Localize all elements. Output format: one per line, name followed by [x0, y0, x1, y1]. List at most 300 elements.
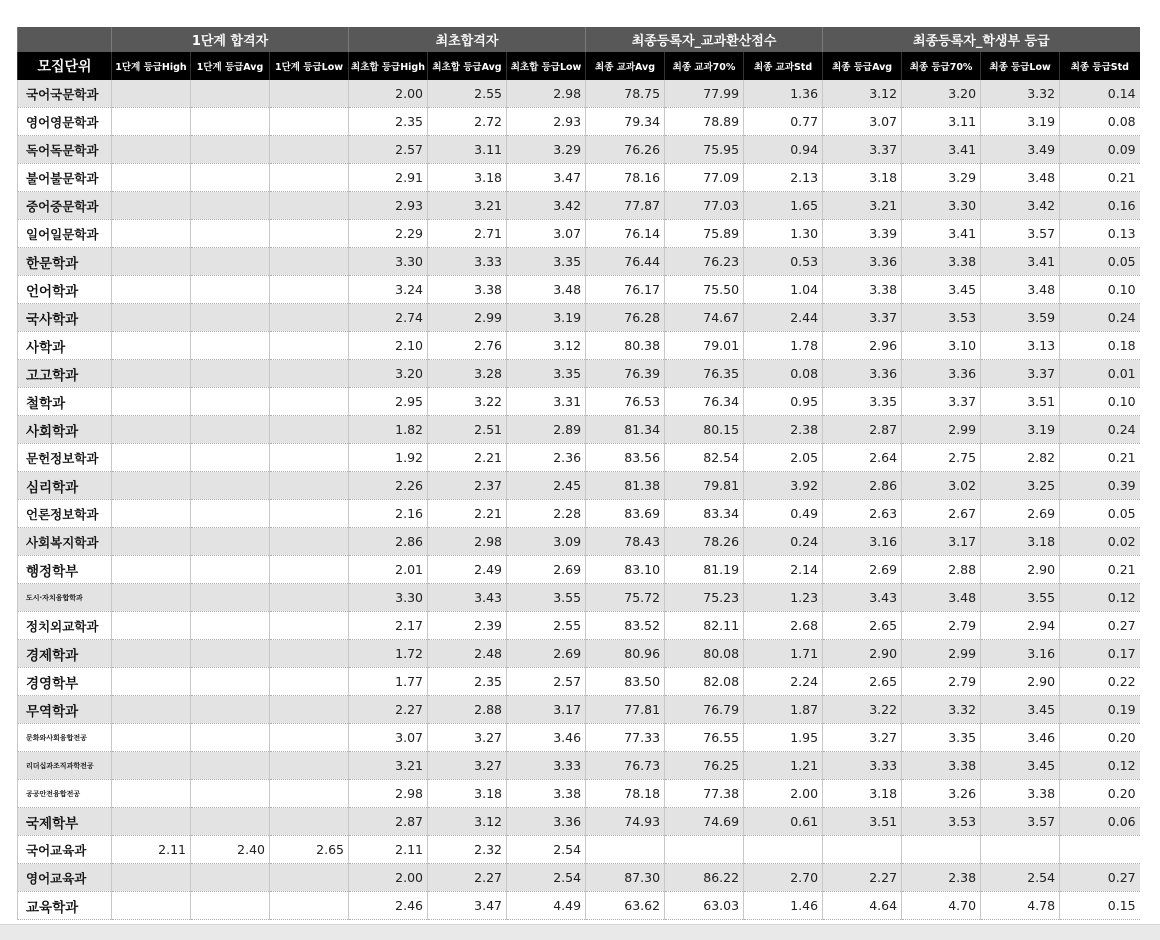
value-cell[interactable]	[191, 332, 270, 360]
value-cell[interactable]: 2.27	[823, 864, 902, 892]
value-cell[interactable]: 3.33	[823, 752, 902, 780]
unit-name-cell[interactable]: 행정학부	[18, 556, 112, 584]
value-cell[interactable]: 1.46	[744, 892, 823, 920]
value-cell[interactable]: 0.16	[1060, 192, 1140, 220]
value-cell[interactable]	[270, 640, 349, 668]
value-cell[interactable]	[270, 416, 349, 444]
value-cell[interactable]: 0.24	[1060, 304, 1140, 332]
value-cell[interactable]: 77.38	[665, 780, 744, 808]
value-cell[interactable]: 2.57	[349, 136, 428, 164]
value-cell[interactable]	[270, 500, 349, 528]
value-cell[interactable]: 1.92	[349, 444, 428, 472]
value-cell[interactable]: 75.95	[665, 136, 744, 164]
value-cell[interactable]: 81.38	[586, 472, 665, 500]
value-cell[interactable]: 75.50	[665, 276, 744, 304]
value-cell[interactable]	[191, 640, 270, 668]
value-cell[interactable]: 2.46	[349, 892, 428, 920]
value-cell[interactable]: 2.24	[744, 668, 823, 696]
value-cell[interactable]	[270, 472, 349, 500]
value-cell[interactable]: 3.43	[823, 584, 902, 612]
value-cell[interactable]	[270, 304, 349, 332]
value-cell[interactable]	[112, 220, 191, 248]
value-cell[interactable]: 2.13	[744, 164, 823, 192]
unit-name-cell[interactable]: 국어교육과	[18, 836, 112, 864]
value-cell[interactable]	[191, 724, 270, 752]
value-cell[interactable]	[586, 836, 665, 864]
value-cell[interactable]	[191, 892, 270, 920]
value-cell[interactable]: 2.69	[981, 500, 1060, 528]
value-cell[interactable]: 3.53	[902, 304, 981, 332]
unit-name-cell[interactable]: 문헌정보학과	[18, 444, 112, 472]
value-cell[interactable]	[744, 836, 823, 864]
value-cell[interactable]: 3.27	[428, 724, 507, 752]
value-cell[interactable]: 3.35	[823, 388, 902, 416]
unit-name-cell[interactable]: 국사학과	[18, 304, 112, 332]
value-cell[interactable]: 78.43	[586, 528, 665, 556]
value-cell[interactable]	[270, 108, 349, 136]
value-cell[interactable]: 80.96	[586, 640, 665, 668]
value-cell[interactable]	[270, 752, 349, 780]
value-cell[interactable]	[112, 136, 191, 164]
value-cell[interactable]: 82.54	[665, 444, 744, 472]
value-cell[interactable]	[112, 360, 191, 388]
unit-name-cell[interactable]: 철학과	[18, 388, 112, 416]
value-cell[interactable]	[112, 892, 191, 920]
value-cell[interactable]: 2.90	[981, 556, 1060, 584]
value-cell[interactable]: 0.09	[1060, 136, 1140, 164]
value-cell[interactable]: 2.27	[428, 864, 507, 892]
value-cell[interactable]: 1.95	[744, 724, 823, 752]
unit-name-cell[interactable]: 공공안전융합전공	[18, 780, 112, 808]
value-cell[interactable]: 2.26	[349, 472, 428, 500]
unit-name-cell[interactable]: 영어영문학과	[18, 108, 112, 136]
value-cell[interactable]: 0.15	[1060, 892, 1140, 920]
value-cell[interactable]: 2.00	[744, 780, 823, 808]
value-cell[interactable]: 0.39	[1060, 472, 1140, 500]
value-cell[interactable]: 2.21	[428, 444, 507, 472]
unit-name-cell[interactable]: 경영학부	[18, 668, 112, 696]
value-cell[interactable]: 1.77	[349, 668, 428, 696]
value-cell[interactable]: 3.16	[823, 528, 902, 556]
value-cell[interactable]: 3.18	[428, 164, 507, 192]
value-cell[interactable]: 0.21	[1060, 556, 1140, 584]
value-cell[interactable]: 76.55	[665, 724, 744, 752]
value-cell[interactable]	[191, 248, 270, 276]
value-cell[interactable]: 2.75	[902, 444, 981, 472]
value-cell[interactable]: 3.30	[349, 584, 428, 612]
value-cell[interactable]: 2.54	[507, 864, 586, 892]
value-cell[interactable]: 2.27	[349, 696, 428, 724]
value-cell[interactable]: 2.70	[744, 864, 823, 892]
value-cell[interactable]: 2.69	[823, 556, 902, 584]
value-cell[interactable]	[191, 444, 270, 472]
value-cell[interactable]	[112, 864, 191, 892]
value-cell[interactable]: 3.36	[823, 360, 902, 388]
value-cell[interactable]: 2.28	[507, 500, 586, 528]
value-cell[interactable]: 0.49	[744, 500, 823, 528]
value-cell[interactable]: 2.86	[823, 472, 902, 500]
value-cell[interactable]: 0.94	[744, 136, 823, 164]
value-cell[interactable]	[270, 444, 349, 472]
value-cell[interactable]: 2.86	[349, 528, 428, 556]
value-cell[interactable]: 3.38	[902, 752, 981, 780]
value-cell[interactable]: 3.36	[902, 360, 981, 388]
value-cell[interactable]: 0.77	[744, 108, 823, 136]
value-cell[interactable]: 77.87	[586, 192, 665, 220]
value-cell[interactable]: 0.12	[1060, 752, 1140, 780]
value-cell[interactable]: 3.13	[981, 332, 1060, 360]
value-cell[interactable]: 78.26	[665, 528, 744, 556]
value-cell[interactable]: 3.57	[981, 220, 1060, 248]
value-cell[interactable]: 3.27	[823, 724, 902, 752]
unit-name-cell[interactable]: 고고학과	[18, 360, 112, 388]
value-cell[interactable]: 2.35	[428, 668, 507, 696]
value-cell[interactable]: 76.23	[665, 248, 744, 276]
value-cell[interactable]: 3.19	[507, 304, 586, 332]
value-cell[interactable]: 0.06	[1060, 808, 1140, 836]
value-cell[interactable]: 3.41	[902, 136, 981, 164]
value-cell[interactable]	[112, 108, 191, 136]
value-cell[interactable]: 1.04	[744, 276, 823, 304]
value-cell[interactable]	[112, 528, 191, 556]
value-cell[interactable]: 3.33	[507, 752, 586, 780]
value-cell[interactable]: 3.29	[507, 136, 586, 164]
value-cell[interactable]: 2.87	[349, 808, 428, 836]
value-cell[interactable]: 76.25	[665, 752, 744, 780]
unit-name-cell[interactable]: 무역학과	[18, 696, 112, 724]
value-cell[interactable]: 3.55	[981, 584, 1060, 612]
value-cell[interactable]: 2.96	[823, 332, 902, 360]
value-cell[interactable]	[191, 416, 270, 444]
value-cell[interactable]: 3.07	[349, 724, 428, 752]
value-cell[interactable]: 76.53	[586, 388, 665, 416]
value-cell[interactable]: 0.61	[744, 808, 823, 836]
value-cell[interactable]	[270, 556, 349, 584]
value-cell[interactable]	[270, 696, 349, 724]
value-cell[interactable]	[270, 892, 349, 920]
value-cell[interactable]: 79.34	[586, 108, 665, 136]
value-cell[interactable]: 2.65	[823, 612, 902, 640]
unit-name-cell[interactable]: 도시·자치융합학과	[18, 584, 112, 612]
value-cell[interactable]: 0.13	[1060, 220, 1140, 248]
unit-name-cell[interactable]: 독어독문학과	[18, 136, 112, 164]
value-cell[interactable]: 77.03	[665, 192, 744, 220]
value-cell[interactable]: 3.39	[823, 220, 902, 248]
value-cell[interactable]: 83.10	[586, 556, 665, 584]
unit-name-cell[interactable]: 언어학과	[18, 276, 112, 304]
value-cell[interactable]: 76.34	[665, 388, 744, 416]
value-cell[interactable]	[112, 500, 191, 528]
value-cell[interactable]: 1.71	[744, 640, 823, 668]
value-cell[interactable]: 2.38	[902, 864, 981, 892]
value-cell[interactable]	[191, 584, 270, 612]
value-cell[interactable]: 75.72	[586, 584, 665, 612]
unit-name-cell[interactable]: 국제학부	[18, 808, 112, 836]
value-cell[interactable]: 2.45	[507, 472, 586, 500]
value-cell[interactable]	[191, 80, 270, 108]
value-cell[interactable]: 87.30	[586, 864, 665, 892]
value-cell[interactable]: 3.12	[428, 808, 507, 836]
value-cell[interactable]	[270, 388, 349, 416]
value-cell[interactable]: 0.53	[744, 248, 823, 276]
unit-name-cell[interactable]: 사회학과	[18, 416, 112, 444]
value-cell[interactable]	[112, 304, 191, 332]
value-cell[interactable]	[270, 864, 349, 892]
value-cell[interactable]: 83.34	[665, 500, 744, 528]
value-cell[interactable]: 2.91	[349, 164, 428, 192]
value-cell[interactable]: 0.21	[1060, 164, 1140, 192]
value-cell[interactable]: 81.19	[665, 556, 744, 584]
value-cell[interactable]: 2.37	[428, 472, 507, 500]
value-cell[interactable]	[191, 304, 270, 332]
value-cell[interactable]: 2.94	[981, 612, 1060, 640]
value-cell[interactable]: 3.49	[981, 136, 1060, 164]
value-cell[interactable]: 2.98	[349, 780, 428, 808]
value-cell[interactable]: 3.41	[981, 248, 1060, 276]
value-cell[interactable]: 2.99	[428, 304, 507, 332]
value-cell[interactable]: 3.30	[902, 192, 981, 220]
value-cell[interactable]: 79.81	[665, 472, 744, 500]
value-cell[interactable]: 2.99	[902, 416, 981, 444]
value-cell[interactable]: 2.54	[981, 864, 1060, 892]
unit-name-cell[interactable]: 국어국문학과	[18, 80, 112, 108]
value-cell[interactable]: 0.20	[1060, 780, 1140, 808]
unit-name-cell[interactable]: 정치외교학과	[18, 612, 112, 640]
unit-name-cell[interactable]: 불어불문학과	[18, 164, 112, 192]
unit-name-cell[interactable]: 일어일문학과	[18, 220, 112, 248]
value-cell[interactable]: 2.98	[507, 80, 586, 108]
value-cell[interactable]: 3.59	[981, 304, 1060, 332]
value-cell[interactable]: 74.93	[586, 808, 665, 836]
value-cell[interactable]: 3.35	[507, 360, 586, 388]
value-cell[interactable]: 3.22	[823, 696, 902, 724]
value-cell[interactable]: 3.17	[902, 528, 981, 556]
value-cell[interactable]: 1.36	[744, 80, 823, 108]
value-cell[interactable]	[270, 248, 349, 276]
value-cell[interactable]: 2.21	[428, 500, 507, 528]
value-cell[interactable]	[270, 808, 349, 836]
value-cell[interactable]: 3.33	[428, 248, 507, 276]
value-cell[interactable]	[191, 276, 270, 304]
value-cell[interactable]: 4.78	[981, 892, 1060, 920]
value-cell[interactable]: 2.88	[428, 696, 507, 724]
value-cell[interactable]: 74.67	[665, 304, 744, 332]
value-cell[interactable]	[191, 192, 270, 220]
value-cell[interactable]: 0.12	[1060, 584, 1140, 612]
value-cell[interactable]: 2.51	[428, 416, 507, 444]
value-cell[interactable]	[112, 416, 191, 444]
value-cell[interactable]: 82.11	[665, 612, 744, 640]
value-cell[interactable]: 2.55	[507, 612, 586, 640]
value-cell[interactable]: 3.48	[981, 164, 1060, 192]
value-cell[interactable]: 0.20	[1060, 724, 1140, 752]
value-cell[interactable]: 3.36	[507, 808, 586, 836]
value-cell[interactable]: 0.95	[744, 388, 823, 416]
value-cell[interactable]: 0.05	[1060, 500, 1140, 528]
value-cell[interactable]	[112, 724, 191, 752]
value-cell[interactable]: 1.23	[744, 584, 823, 612]
value-cell[interactable]: 0.14	[1060, 80, 1140, 108]
unit-name-cell[interactable]: 한문학과	[18, 248, 112, 276]
value-cell[interactable]: 2.00	[349, 864, 428, 892]
value-cell[interactable]: 78.16	[586, 164, 665, 192]
value-cell[interactable]: 3.21	[823, 192, 902, 220]
value-cell[interactable]	[191, 780, 270, 808]
value-cell[interactable]: 0.27	[1060, 612, 1140, 640]
value-cell[interactable]: 3.38	[823, 276, 902, 304]
value-cell[interactable]: 3.20	[349, 360, 428, 388]
value-cell[interactable]: 2.64	[823, 444, 902, 472]
value-cell[interactable]: 3.38	[428, 276, 507, 304]
value-cell[interactable]: 0.10	[1060, 388, 1140, 416]
value-cell[interactable]: 3.26	[902, 780, 981, 808]
value-cell[interactable]: 1.78	[744, 332, 823, 360]
value-cell[interactable]	[112, 192, 191, 220]
value-cell[interactable]: 2.05	[744, 444, 823, 472]
value-cell[interactable]: 0.18	[1060, 332, 1140, 360]
value-cell[interactable]: 3.45	[981, 696, 1060, 724]
value-cell[interactable]: 3.47	[428, 892, 507, 920]
value-cell[interactable]: 1.87	[744, 696, 823, 724]
value-cell[interactable]	[270, 332, 349, 360]
value-cell[interactable]	[270, 668, 349, 696]
value-cell[interactable]: 0.01	[1060, 360, 1140, 388]
value-cell[interactable]	[823, 836, 902, 864]
value-cell[interactable]	[112, 472, 191, 500]
value-cell[interactable]: 74.69	[665, 808, 744, 836]
value-cell[interactable]	[270, 80, 349, 108]
value-cell[interactable]: 2.68	[744, 612, 823, 640]
value-cell[interactable]	[191, 752, 270, 780]
value-cell[interactable]: 2.39	[428, 612, 507, 640]
value-cell[interactable]	[112, 444, 191, 472]
value-cell[interactable]	[270, 528, 349, 556]
value-cell[interactable]	[112, 332, 191, 360]
value-cell[interactable]	[191, 164, 270, 192]
value-cell[interactable]: 4.64	[823, 892, 902, 920]
value-cell[interactable]: 76.28	[586, 304, 665, 332]
value-cell[interactable]	[1060, 836, 1140, 864]
value-cell[interactable]: 2.76	[428, 332, 507, 360]
value-cell[interactable]: 0.24	[1060, 416, 1140, 444]
value-cell[interactable]: 2.10	[349, 332, 428, 360]
value-cell[interactable]: 2.79	[902, 612, 981, 640]
value-cell[interactable]	[270, 192, 349, 220]
value-cell[interactable]: 3.12	[507, 332, 586, 360]
value-cell[interactable]	[191, 612, 270, 640]
value-cell[interactable]: 2.65	[270, 836, 349, 864]
value-cell[interactable]: 3.31	[507, 388, 586, 416]
value-cell[interactable]	[270, 584, 349, 612]
value-cell[interactable]	[191, 108, 270, 136]
unit-name-cell[interactable]: 언론정보학과	[18, 500, 112, 528]
value-cell[interactable]: 2.79	[902, 668, 981, 696]
value-cell[interactable]: 76.35	[665, 360, 744, 388]
value-cell[interactable]: 3.18	[823, 780, 902, 808]
value-cell[interactable]: 80.08	[665, 640, 744, 668]
value-cell[interactable]: 79.01	[665, 332, 744, 360]
value-cell[interactable]	[191, 360, 270, 388]
value-cell[interactable]: 75.89	[665, 220, 744, 248]
value-cell[interactable]	[112, 80, 191, 108]
value-cell[interactable]: 3.41	[902, 220, 981, 248]
value-cell[interactable]: 0.05	[1060, 248, 1140, 276]
value-cell[interactable]	[112, 388, 191, 416]
value-cell[interactable]: 77.99	[665, 80, 744, 108]
value-cell[interactable]: 2.29	[349, 220, 428, 248]
value-cell[interactable]: 3.37	[823, 304, 902, 332]
value-cell[interactable]: 2.69	[507, 640, 586, 668]
value-cell[interactable]: 2.72	[428, 108, 507, 136]
value-cell[interactable]: 0.17	[1060, 640, 1140, 668]
value-cell[interactable]: 2.69	[507, 556, 586, 584]
value-cell[interactable]: 77.09	[665, 164, 744, 192]
value-cell[interactable]: 3.38	[902, 248, 981, 276]
value-cell[interactable]	[191, 388, 270, 416]
value-cell[interactable]: 78.75	[586, 80, 665, 108]
unit-name-cell[interactable]: 교육학과	[18, 892, 112, 920]
value-cell[interactable]: 0.27	[1060, 864, 1140, 892]
value-cell[interactable]: 82.08	[665, 668, 744, 696]
value-cell[interactable]: 0.08	[744, 360, 823, 388]
value-cell[interactable]: 3.48	[902, 584, 981, 612]
value-cell[interactable]: 76.26	[586, 136, 665, 164]
value-cell[interactable]: 3.51	[823, 808, 902, 836]
value-cell[interactable]: 3.24	[349, 276, 428, 304]
value-cell[interactable]	[270, 220, 349, 248]
value-cell[interactable]: 2.01	[349, 556, 428, 584]
value-cell[interactable]: 3.10	[902, 332, 981, 360]
value-cell[interactable]	[902, 836, 981, 864]
value-cell[interactable]: 2.99	[902, 640, 981, 668]
value-cell[interactable]: 3.48	[981, 276, 1060, 304]
value-cell[interactable]: 3.46	[507, 724, 586, 752]
value-cell[interactable]	[112, 752, 191, 780]
value-cell[interactable]	[112, 696, 191, 724]
value-cell[interactable]: 3.30	[349, 248, 428, 276]
value-cell[interactable]	[270, 360, 349, 388]
value-cell[interactable]	[191, 528, 270, 556]
value-cell[interactable]: 2.71	[428, 220, 507, 248]
value-cell[interactable]: 2.11	[112, 836, 191, 864]
value-cell[interactable]: 3.09	[507, 528, 586, 556]
value-cell[interactable]	[112, 668, 191, 696]
value-cell[interactable]: 2.93	[349, 192, 428, 220]
value-cell[interactable]: 0.21	[1060, 444, 1140, 472]
value-cell[interactable]: 2.38	[744, 416, 823, 444]
value-cell[interactable]	[191, 556, 270, 584]
value-cell[interactable]: 3.46	[981, 724, 1060, 752]
value-cell[interactable]: 1.30	[744, 220, 823, 248]
value-cell[interactable]: 3.43	[428, 584, 507, 612]
value-cell[interactable]: 0.22	[1060, 668, 1140, 696]
value-cell[interactable]: 3.53	[902, 808, 981, 836]
value-cell[interactable]: 2.82	[981, 444, 1060, 472]
value-cell[interactable]: 3.07	[823, 108, 902, 136]
value-cell[interactable]: 2.67	[902, 500, 981, 528]
value-cell[interactable]: 2.40	[191, 836, 270, 864]
value-cell[interactable]: 80.38	[586, 332, 665, 360]
value-cell[interactable]	[270, 612, 349, 640]
unit-name-cell[interactable]: 사학과	[18, 332, 112, 360]
value-cell[interactable]: 2.54	[507, 836, 586, 864]
value-cell[interactable]: 3.11	[428, 136, 507, 164]
value-cell[interactable]: 75.23	[665, 584, 744, 612]
value-cell[interactable]	[112, 276, 191, 304]
value-cell[interactable]	[112, 248, 191, 276]
value-cell[interactable]: 0.19	[1060, 696, 1140, 724]
value-cell[interactable]: 80.15	[665, 416, 744, 444]
